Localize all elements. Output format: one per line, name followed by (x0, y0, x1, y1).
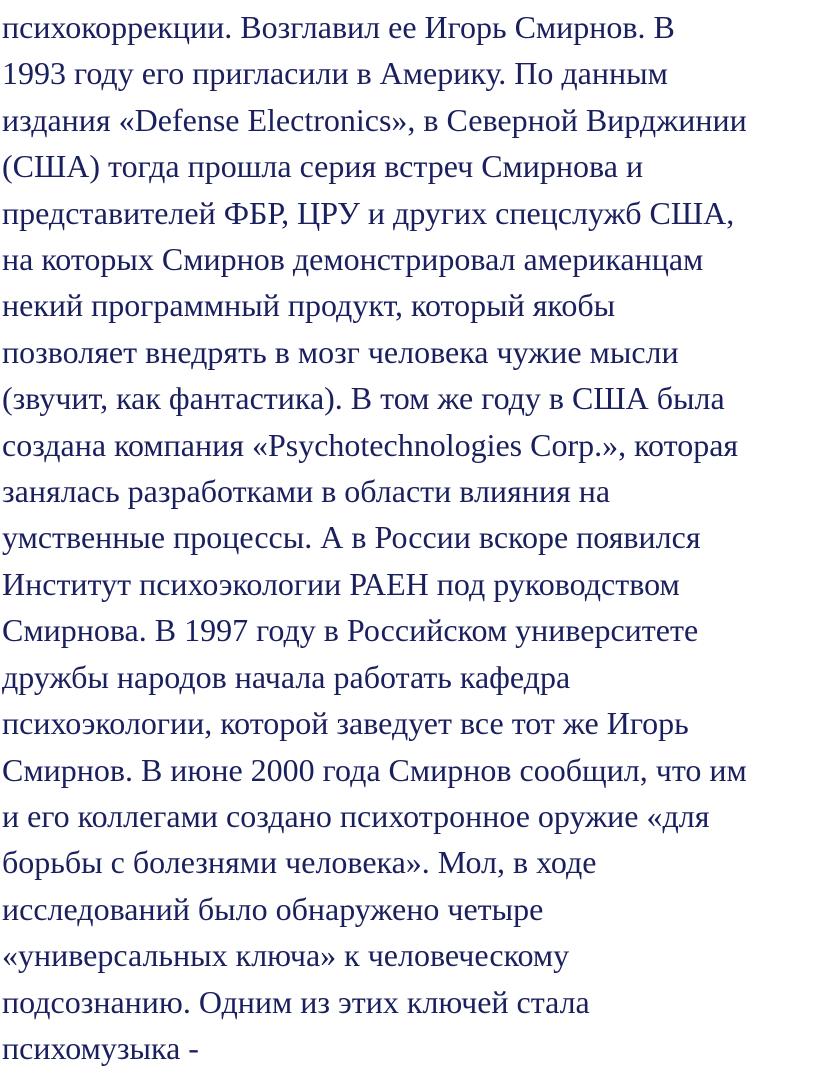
text-line: психокоррекции. Возглавил ее Игорь Смирнов. В (2, 9, 675, 45)
text-line: борьбы с болезнями человека». Мол, в ходе (2, 844, 597, 881)
text-line: Институт психоэкологии РАЕН под руководством (2, 565, 680, 602)
text-line: Смирнов. В июне 2000 года Смирнов сообщил, что им (2, 751, 747, 788)
text-line: Смирнова. В 1997 году в Российском университете (2, 612, 699, 649)
text-line: «универсальных ключа» к человеческому (2, 937, 570, 974)
text-line: (США) тогда прошла серия встреч Смирнова и (2, 148, 644, 185)
text-line: позволяет внедрять в мозг человека чужие мысли (2, 333, 679, 370)
text-line: представителей ФБР, ЦРУ и других спецслужб США, (2, 194, 735, 231)
text-line: 1993 году его пригласили в Америку. По данным (2, 55, 668, 92)
text-line: дружбы народов начала работать кафедра (2, 658, 571, 695)
text-line: создана компания «Psychotechnologies Corp.», которая (2, 426, 739, 463)
text-line: (звучит, как фантастика). В том же году в США была (2, 380, 725, 417)
text-line: и его коллегами создано психотронное оружие «для (2, 797, 710, 834)
text-line: занялась разработками в области влияния на (2, 473, 611, 510)
text-line: умственные процессы. А в России вскоре появился (2, 519, 701, 556)
text-line: исследований было обнаружено четыре (2, 890, 544, 927)
text-line: некий программный продукт, который якобы (2, 287, 616, 324)
text-line: психомузыка - (2, 1029, 199, 1066)
body-text (2, 4, 814, 1071)
text-line: подсознанию. Одним из этих ключей стала (2, 983, 590, 1020)
text-line: издания «Defense Electronics», в Северной Вирджинии (2, 101, 747, 138)
text-line: на которых Смирнов демонстрировал американцам (2, 241, 704, 278)
text-line: психоэкологии, которой заведует все тот же Игорь (2, 705, 689, 742)
